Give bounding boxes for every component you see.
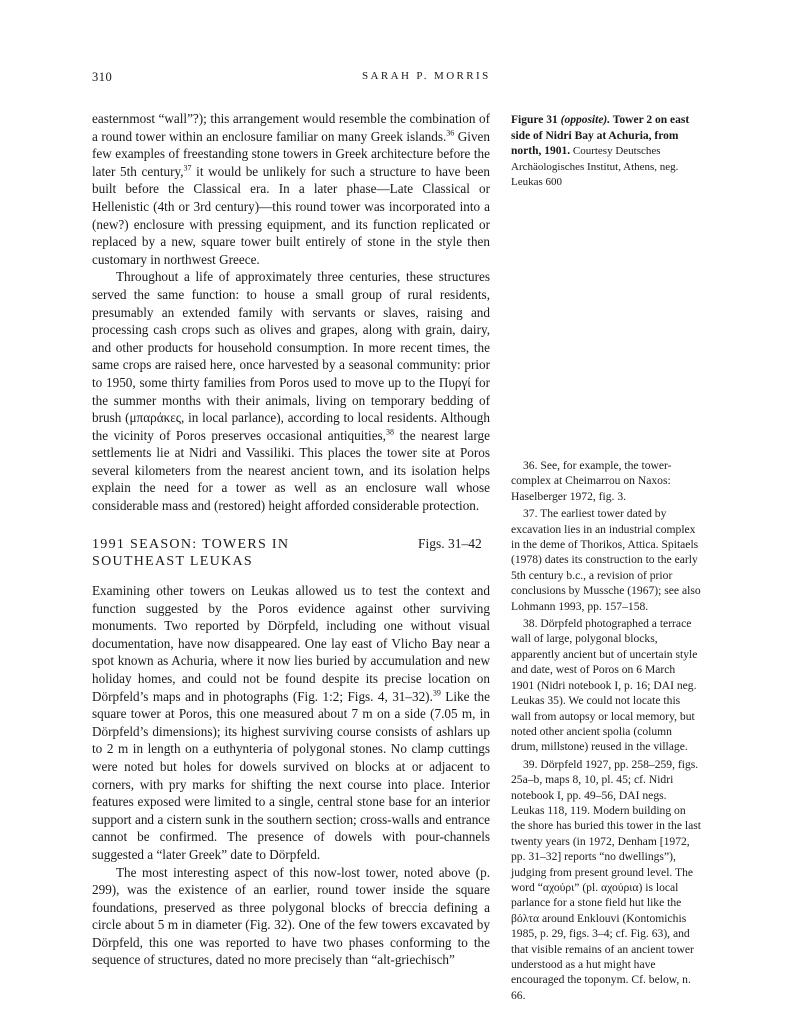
footnote: 37. The earliest tower dated by excavation lies in an industrial complex in the deme of Thorikos, Attica. Spitaels (1978) dates its construction to the early 5th century b.c., a revision of prior conclusions by Mussche (1967); see also Lohmann 1993, pp. 157–158. xyxy=(511,507,701,613)
section-figures-ref: Figs. 31–42 xyxy=(418,536,482,551)
running-head: SARAH P. MORRIS xyxy=(362,70,491,82)
main-text-top xyxy=(92,110,490,515)
section-heading: 1991 SEASON: TOWERS IN SOUTHEAST LEUKAS xyxy=(92,537,290,569)
paragraph: The most interesting aspect of this now-lost tower, noted above (p. 299), was the existence of an earlier, round tower inside the square foundations, preserved as three polygonal blocks of breccia defining a circle about 5 m in diameter (Fig. 32). One of the few towers excavated by Dörpfeld, this one was reported to have two phases conforming to the sequence of structures, dated no more precisely than “alt-griechisch” xyxy=(92,864,490,968)
footnote: 39. Dörpfeld 1927, pp. 258–259, figs. 25a–b, maps 8, 10, pl. 45; cf. Nidri notebook I, pp. 49–56, DAI negs. Leukas 118, 119. Modern building on the shore has buried this tower in the last twenty years (in 1972, Denham [1972, pp. 31–32] reports “no dwellings”), judging from present ground level. The word “αχούρι” (pl. αχούρια) is local parlance for a stone field hut like the βόλτα around Enklouvi (Kontomichis 1985, p. 29, figs. 3–4; cf. Fig. 63), and that visible remains of an ancient tower understood as a hut might have encouraged the toponym. Cf. below, n. 66. xyxy=(511,757,701,1002)
footnote-ref[interactable]: 38 xyxy=(385,427,394,437)
footnote-ref[interactable]: 37 xyxy=(183,163,192,173)
footnotes xyxy=(511,458,701,1005)
page-number: 310 xyxy=(92,70,113,84)
figure-caption: Figure 31 (opposite). Tower 2 on east side of Nidri Bay at Achuria, from north, 1901. Courtesy Deutsches Archäologisches Institut, Athens, neg. Leukas 600 xyxy=(511,114,690,188)
paragraph: Throughout a life of approximately three centuries, these structures served the same function: to house a small group of rural residents, presumably an extended family with servants or slaves, raising and processing cash crops such as olives and grapes, along with grain, dairy, and other products for household consumption. In more recent times, the same crops are raised here, once harvested by a seasonal community: prior to 1950, some thirty families from Poros used to move up to the Πυργί for the summer months with their animals, living on temporary bedding of brush (μπαράκες, in local parlance), according to local residents. Although the vicinity of Poros preserves occasional antiquities,$^{38}$ the nearest large settlements lie at Nidri and Vassiliki. This places the tower site at Poros several kilometers from the nearest ancient town, and its isolation helps explain the need for a tower as well as an enclosure wall whose considerable mass and (restored) height afforded considerable protection. xyxy=(92,269,490,514)
footnote: 36. See, for example, the tower-complex at Cheimarrou on Naxos: Haselberger 1972, fig. 3. xyxy=(511,459,672,503)
footnote-ref[interactable]: 39 xyxy=(432,688,441,698)
paragraph: easternmost “wall”?); this arrangement would resemble the combination of a round tower within an enclosure familiar on many Greek islands.$^{36}$ Given few examples of freestanding stone towers in Greek architecture before the later 5th century,$^{37}$ it would be unlikely for such a structure to have been built before the Classical era. In a later phase—Late Classical or Hellenistic (4th or 3rd century)—this round tower was incorporated into a (new?) enclosure with pressing equipment, and its function replicated or replaced by a new, square tower built entirely of stone in the style then customary in northwest Greece. xyxy=(92,111,490,267)
paragraph: Examining other towers on Leukas allowed us to test the context and function suggested by the Poros evidence against other surviving monuments. Two reported by Dörpfeld, including one without visual documentation, have now disappeared. One lay east of Vlicho Bay near a spot known as Achuria, where it now lies buried by accumulation and new holiday homes, and could not be found despite its precise location on Dörpfeld’s maps and in photographs (Fig. 1:2; Figs. 4, 31–32).$^{39}$ Like the square tower at Poros, this one measured about 7 m on a side (7.05 m, in Dörpfeld’s dimensions); its highest surviving course consists of ashlars up to 2 m in length on a euthynteria of polygonal stones. No clamp cuttings were noted but holes for dowels survived on blocks at or adjacent to corners, with pry marks for shifting the next course into place. Interior features exposed were limited to a single, central stone base for an interior support and a cistern sunk in the southern section; cross-walls and entrance cannot be confirmed. The presence of dowels with pour-channels suggested a “later Greek” date to Dörpfeld. xyxy=(92,583,490,862)
footnote-ref[interactable]: 36 xyxy=(446,128,455,138)
main-text-bottom xyxy=(92,582,490,969)
footnote: 38. Dörpfeld photographed a terrace wall of large, polygonal blocks, apparently ancient but of uncertain style and date, west of Poros on 6 March 1901 (Nidri notebook I, p. 16; DAI neg. Leukas 35). We could not locate this wall from autopsy or local memory, but noted other ancient spolia (column drum, millstone) reused in the village. xyxy=(511,617,698,754)
